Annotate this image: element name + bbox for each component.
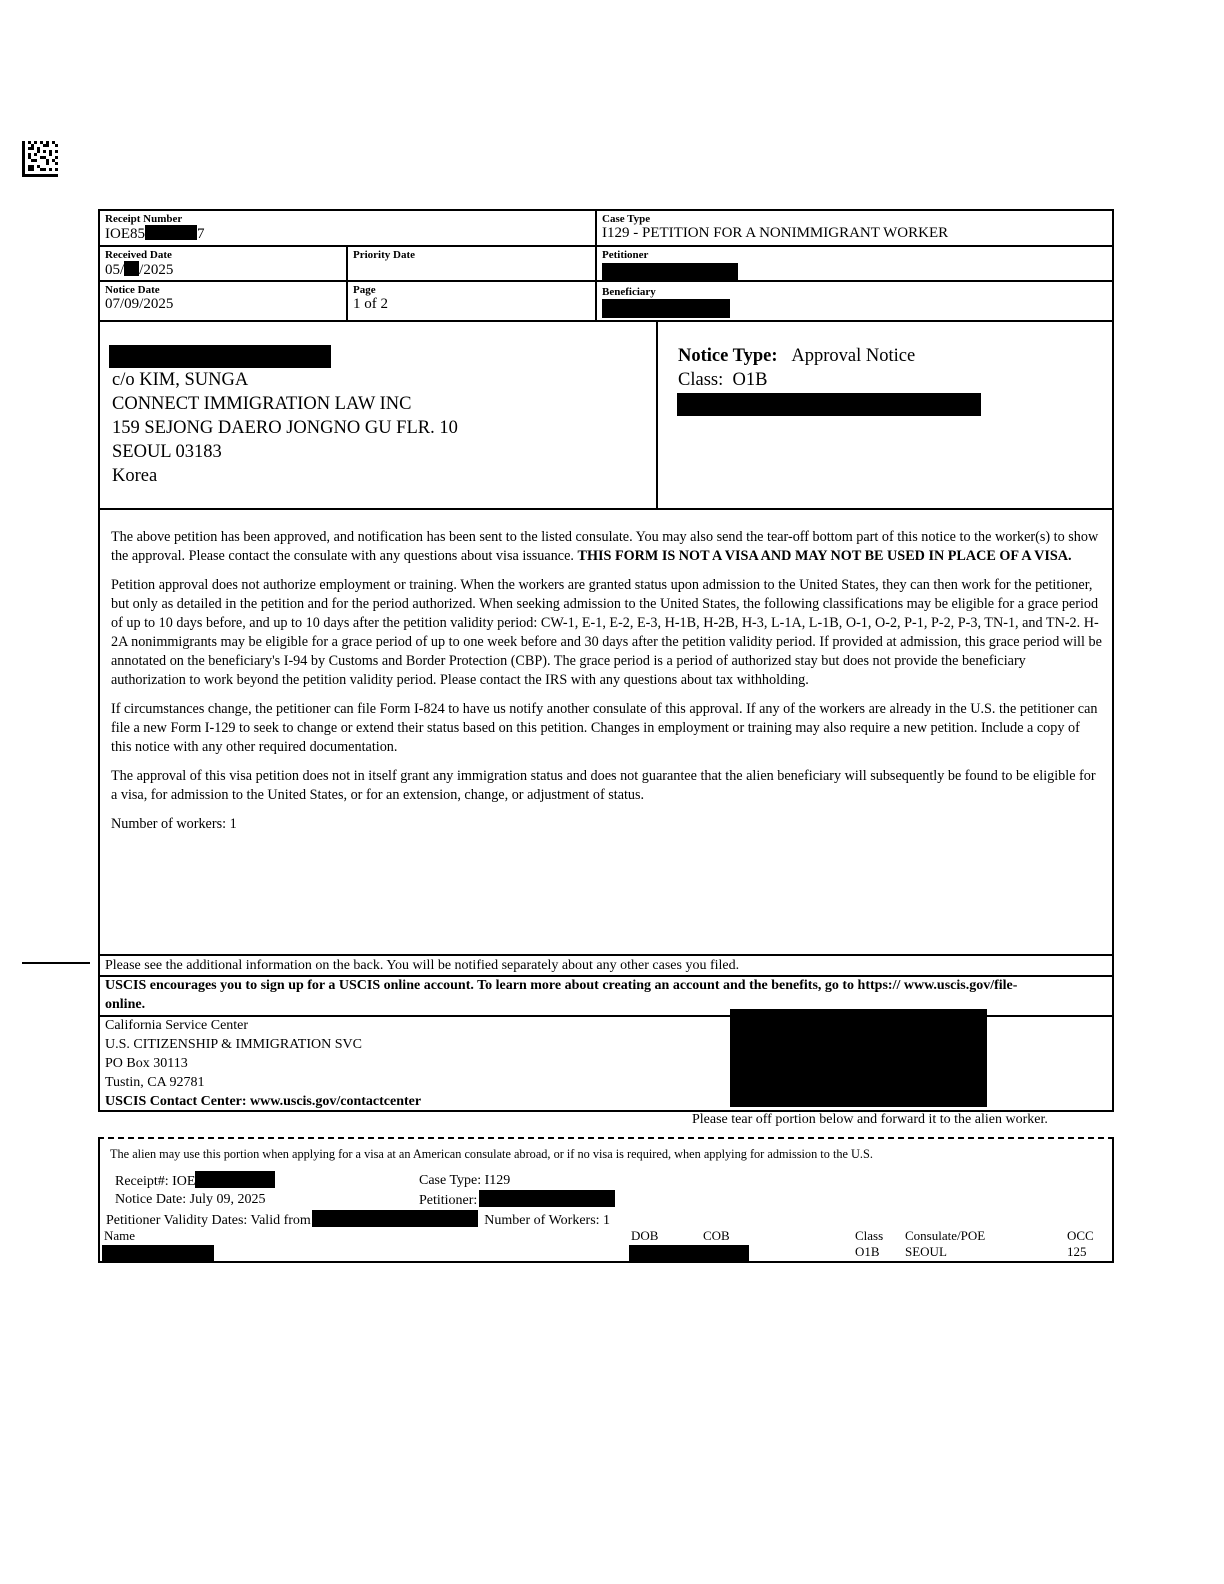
priority-date-cell bbox=[346, 245, 597, 282]
received-date-value: 05/ /2025 bbox=[105, 262, 174, 278]
body-paragraph-4: The approval of this visa petition does not in itself grant any immigration status and does not guarantee that the alien beneficiary will subsequently be found to be eligible for a visa, for admission to the United States, or for an extension, change, or adjustment of status. bbox=[111, 768, 1096, 803]
class-label: Class: bbox=[678, 370, 724, 390]
tear-off-intro: The alien may use this portion when applying for a visa at an American consulate abroad, or if no visa is required, when applying for admission to the U.S. bbox=[110, 1147, 873, 1161]
col-name: Name bbox=[104, 1228, 136, 1243]
service-center-address bbox=[105, 1016, 421, 1111]
barcode-icon bbox=[22, 141, 58, 177]
received-date-label: Received Date bbox=[105, 249, 172, 261]
redaction bbox=[145, 225, 197, 240]
header-grid bbox=[98, 209, 1114, 322]
col-occ: OCC bbox=[1067, 1228, 1094, 1243]
tear-off-notice-date: Notice Date: July 09, 2025 bbox=[115, 1192, 266, 1207]
col-dob: DOB bbox=[631, 1228, 659, 1243]
center-line: Tustin, CA 92781 bbox=[105, 1075, 205, 1090]
body-paragraph-2: Petition approval does not authorize employment or training. When the workers are granted status upon admission to the United States, they can then work for the petitioner, but only as detailed in the petition and for the period authorized. When seeking admission to the United States, the following classifications may be eligible for a grace period of up to 10 days before, and up to 10 days after the petition validity period: CW-1, E-1, E-2, E-3, H-1B, H-2B, H-3, L-1A, L-1B, O-1, O-2, P-1, P-2, P-3, TN-1, and TN-2. H-2A nonimmigrants may be eligible for a grace period of up to one week before and 30 days after the petition validity period. If provided at admission, this grace period will be annotated on the beneficiary's I-94 by Customs and Border Protection (CBP). The grace period is a period of authorized stay but does not provide the beneficiary authorization to work beyond the petition validity period. Please contact the IRS with any questions about tax withholding. bbox=[111, 577, 1102, 688]
fold-mark bbox=[22, 962, 90, 964]
notice-date-value: 07/09/2025 bbox=[105, 296, 174, 312]
petitioner-label: Petitioner bbox=[602, 249, 649, 261]
redaction bbox=[479, 1190, 615, 1207]
beneficiary-cell bbox=[595, 280, 1114, 320]
footer-box bbox=[98, 954, 1114, 1112]
val-consulate: SEOUL bbox=[905, 1244, 947, 1259]
beneficiary-label: Beneficiary bbox=[602, 286, 656, 298]
main-box bbox=[98, 320, 1114, 956]
redaction bbox=[730, 1009, 987, 1107]
receipt-number-label: Receipt Number bbox=[105, 213, 183, 225]
address-line: c/o KIM, SUNGA bbox=[112, 370, 249, 390]
address-line: Korea bbox=[112, 466, 158, 486]
redaction bbox=[629, 1245, 749, 1261]
body-paragraph-1: The above petition has been approved, and notification has been sent to the listed consulate. You may also send the tear-off bottom part of this notice to the worker(s) to show the approval. Please contact the consulate with any questions about visa issuance. THIS FORM IS NOT A VISA AND MAY NOT BE USED IN PLACE OF A VISA. bbox=[111, 529, 1099, 564]
notice-date-cell bbox=[100, 280, 348, 320]
number-of-workers: Number of workers: 1 bbox=[111, 816, 237, 832]
col-class: Class bbox=[855, 1228, 884, 1243]
receipt-number-value: IOE85 7 bbox=[105, 226, 205, 242]
case-type-value: I129 - PETITION FOR A NONIMMIGRANT WORKER bbox=[602, 225, 949, 241]
center-line: California Service Center bbox=[105, 1018, 249, 1033]
tear-off-box bbox=[98, 1137, 1114, 1263]
tear-off-receipt: Receipt#: IOE bbox=[115, 1171, 275, 1191]
divider bbox=[100, 508, 1112, 510]
mailing-address bbox=[112, 368, 458, 488]
redaction bbox=[195, 1171, 275, 1188]
address-line: CONNECT IMMIGRATION LAW INC bbox=[112, 394, 412, 414]
redaction bbox=[677, 393, 981, 416]
notice-type-block bbox=[678, 344, 915, 392]
col-cob: COB bbox=[703, 1228, 730, 1243]
body-paragraph-3: If circumstances change, the petitioner can file Form I-824 to have us notify another consulate of this approval. If any of the workers are already in the U.S. the petitioner can file a new Form I-129 to seek to change or extend their status based on this petition. Changes in employment or training may also require a new petition. Include a copy of this notice with any other required documentation. bbox=[111, 701, 1098, 755]
address-block bbox=[100, 320, 658, 510]
tear-off-validity: Petitioner Validity Dates: Valid from Number of Workers: 1 bbox=[106, 1210, 610, 1230]
col-consulate: Consulate/POE bbox=[905, 1228, 986, 1243]
petitioner-cell bbox=[595, 245, 1114, 282]
case-type-label: Case Type bbox=[602, 213, 651, 225]
redaction bbox=[102, 1245, 214, 1261]
tear-off-case-type: Case Type: I129 bbox=[419, 1173, 511, 1188]
notice-type-label: Notice Type: bbox=[678, 346, 778, 366]
receipt-number-cell bbox=[100, 211, 597, 247]
notice-body bbox=[111, 528, 1103, 844]
page-value: 1 of 2 bbox=[353, 296, 388, 312]
page-label: Page bbox=[353, 284, 376, 296]
case-type-cell bbox=[595, 211, 1114, 247]
val-class: O1B bbox=[855, 1244, 880, 1259]
redaction bbox=[602, 263, 738, 280]
page-cell bbox=[346, 280, 597, 320]
notice-date-label: Notice Date bbox=[105, 284, 160, 296]
redaction bbox=[124, 261, 139, 276]
online-account-notice: USCIS encourages you to sign up for a USCIS online account. To learn more about creating an account and the benefits, go to https:// www.uscis.gov/file-online. bbox=[105, 978, 1018, 1012]
contact-center: USCIS Contact Center: www.uscis.gov/contactcenter bbox=[105, 1094, 422, 1109]
received-date-cell bbox=[100, 245, 348, 282]
tear-off-petitioner: Petitioner: bbox=[419, 1190, 615, 1210]
redaction bbox=[312, 1210, 478, 1227]
tear-off-instruction: Please tear off portion below and forward it to the alien worker. bbox=[692, 1112, 1048, 1127]
address-line: SEOUL 03183 bbox=[112, 442, 222, 462]
notice-type-value: Approval Notice bbox=[791, 346, 916, 366]
center-line: U.S. CITIZENSHIP & IMMIGRATION SVC bbox=[105, 1037, 362, 1052]
val-occ: 125 bbox=[1067, 1244, 1087, 1259]
priority-date-label: Priority Date bbox=[353, 249, 415, 261]
additional-info: Please see the additional information on the back. You will be notified separately about any other cases you filed. bbox=[105, 958, 740, 973]
address-line: 159 SEJONG DAERO JONGNO GU FLR. 10 bbox=[112, 418, 458, 438]
redaction bbox=[109, 345, 331, 368]
center-line: PO Box 30113 bbox=[105, 1056, 188, 1071]
redaction bbox=[602, 299, 730, 318]
class-value: O1B bbox=[732, 370, 768, 390]
